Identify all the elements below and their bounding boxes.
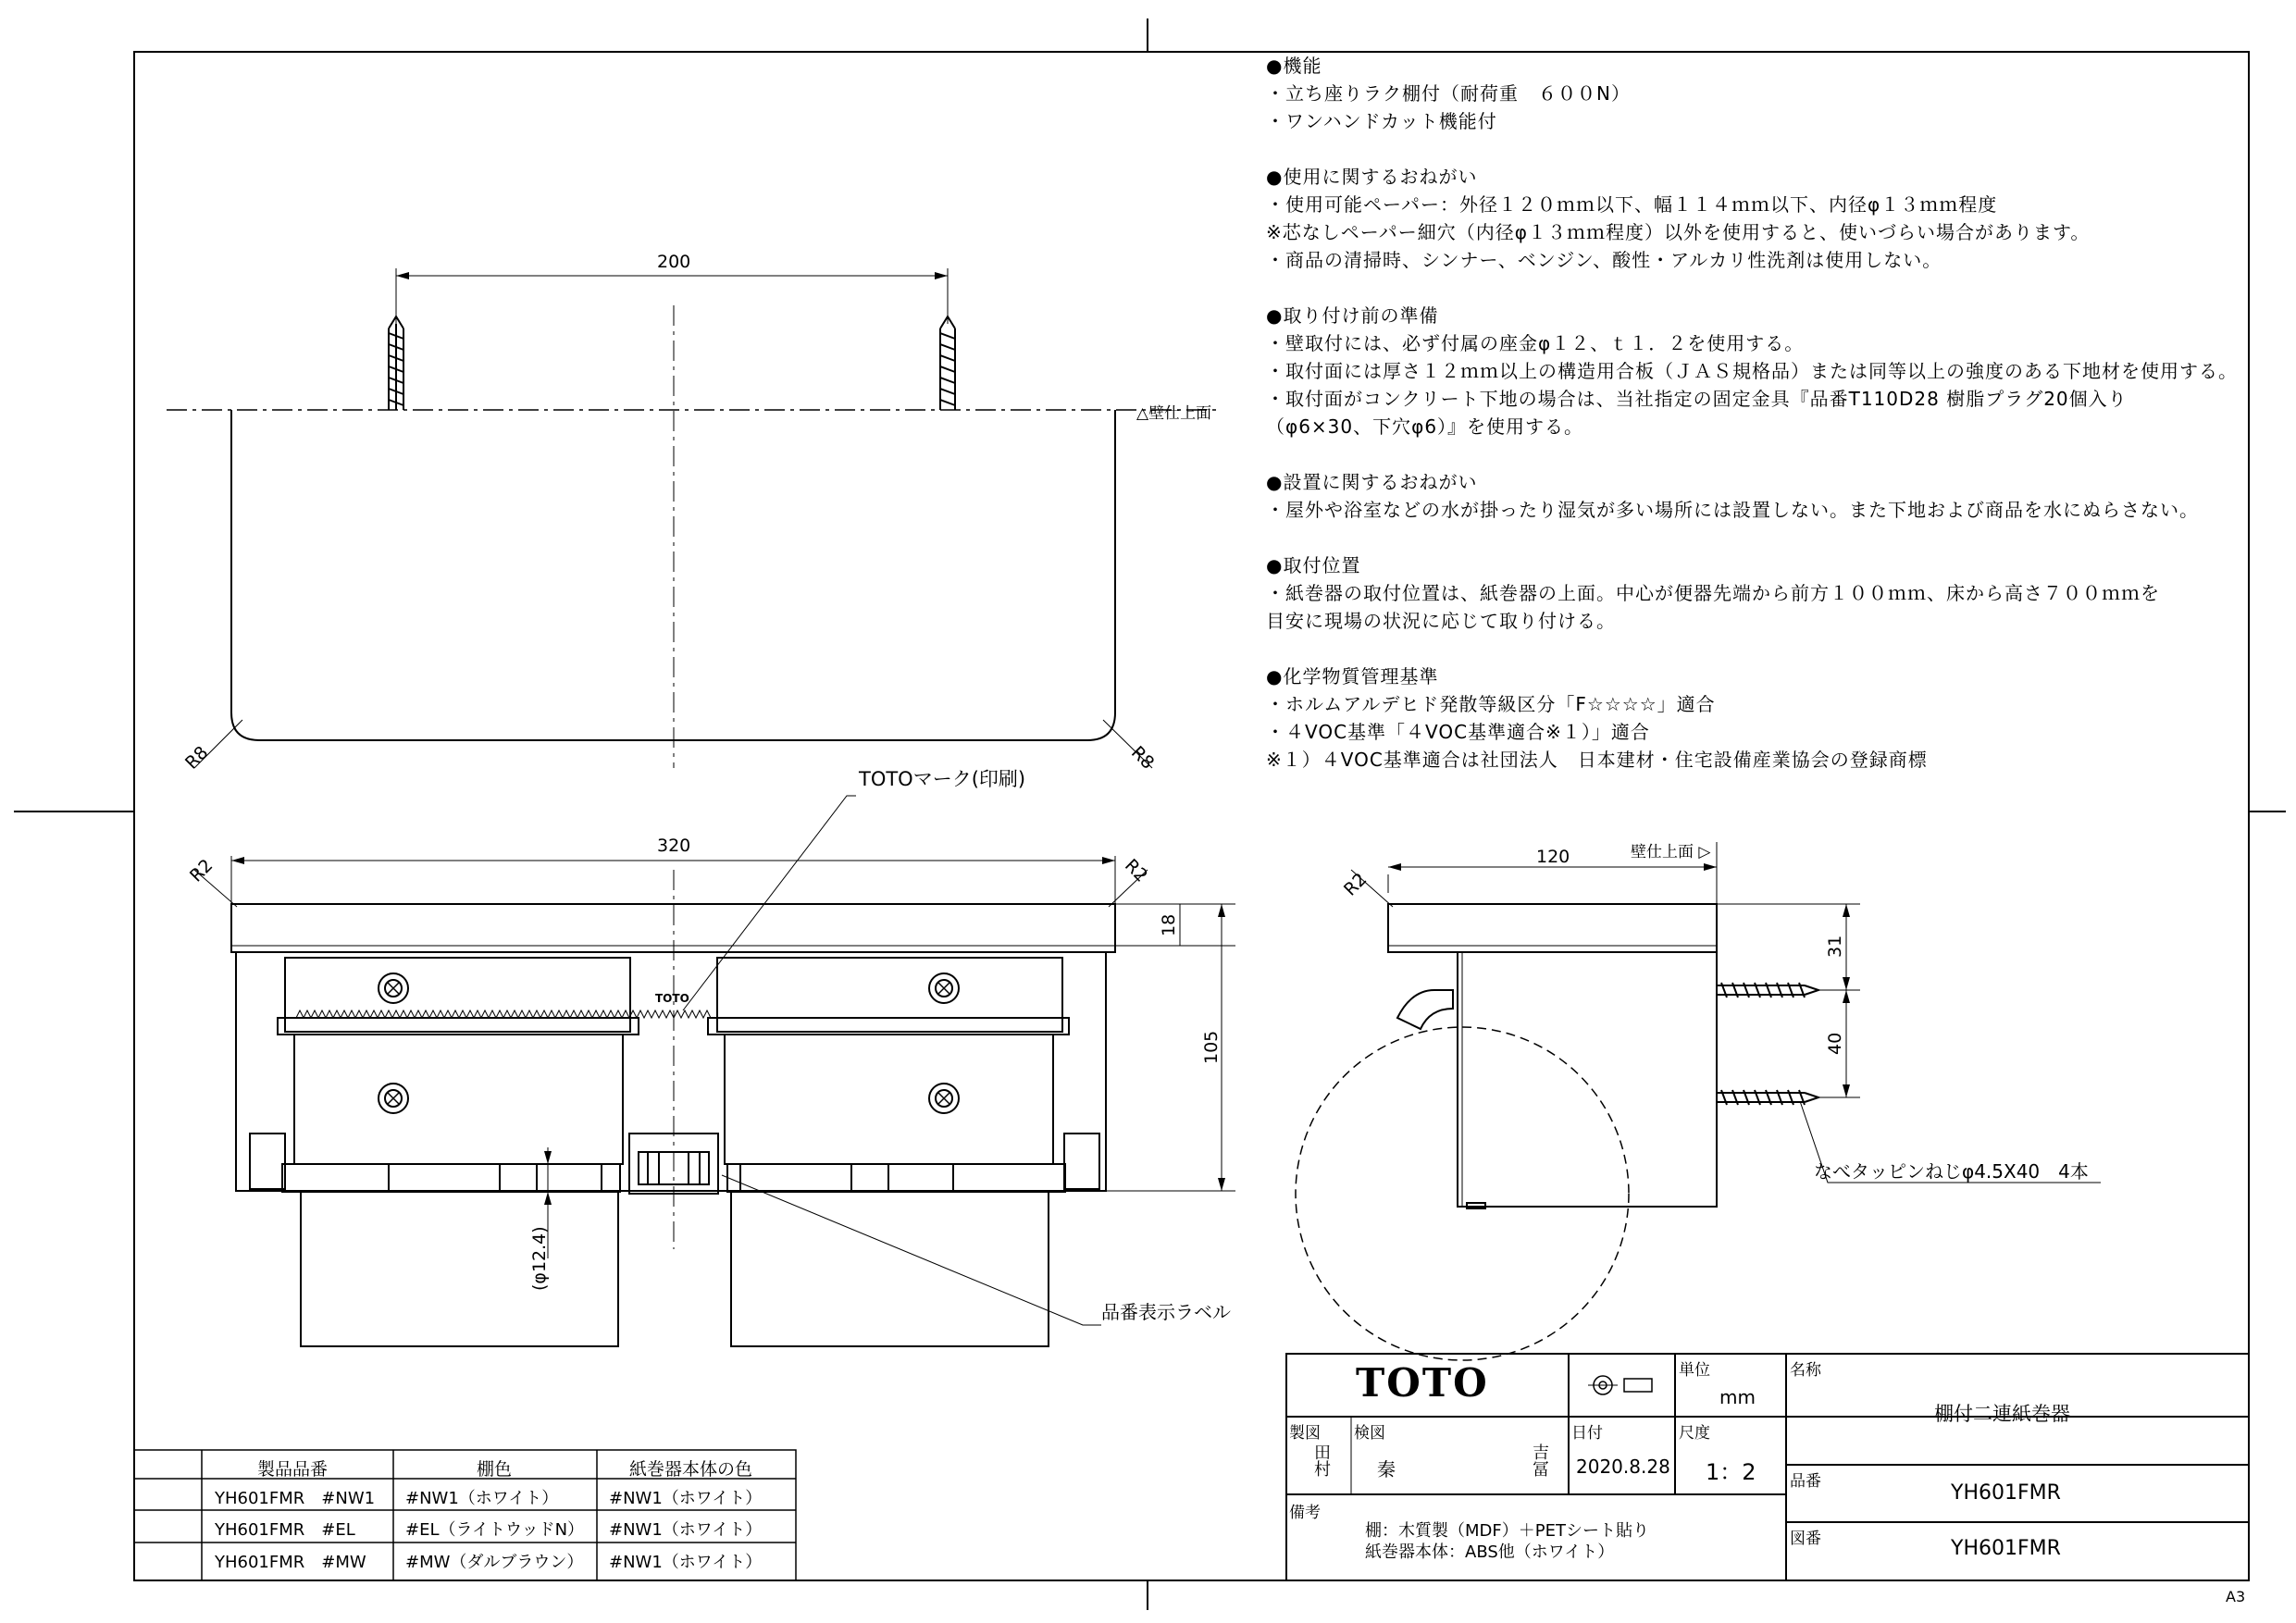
screw-right [940, 316, 955, 410]
note-line: ・ワンハンドカット機能付 [1266, 110, 1497, 132]
front-view [194, 796, 1235, 1346]
table-cell: #NW1（ホワイト） [405, 1489, 559, 1508]
dim-40: 40 [1825, 1032, 1845, 1055]
note-section-function [1266, 52, 2265, 135]
note-section-preparation [1266, 302, 2265, 440]
unit-label: 単位 [1679, 1361, 1710, 1380]
spec-notes [1266, 52, 2265, 774]
dim-31: 31 [1825, 935, 1845, 958]
screw-left [389, 316, 403, 410]
side-view [1296, 842, 2101, 1360]
dim-front-width: 320 [657, 836, 691, 856]
side-screw-top [1717, 983, 1818, 997]
note-line: ・紙巻器の取付位置は、紙巻器の上面。中心が便器先端から前方１００ｍｍ、床から高さ７００ｍｍを [1266, 582, 2160, 604]
scale-label: 尺度 [1679, 1424, 1710, 1443]
sheet-size: A3 [2226, 1588, 2246, 1605]
radius-label-left: R8 [180, 742, 213, 774]
table-cell: #EL（ライトウッドN） [405, 1520, 585, 1540]
screw-callout: なべタッピンねじφ4.5X40 4本 [1814, 1160, 2089, 1183]
drawn-value: 田村 [1311, 1443, 1331, 1477]
note-heading: ●化学物質管理基準 [1266, 665, 1439, 688]
note-heading: ●取付位置 [1266, 554, 1361, 576]
radius-label-right: R8 [1126, 742, 1159, 774]
radius-label-front-left: R2 [185, 855, 217, 886]
note-heading: ●設置に関するおねがい [1266, 471, 1478, 493]
projection-symbol-icon [1588, 1376, 1652, 1394]
product-name: 棚付二連紙巻器 [1934, 1403, 2070, 1425]
side-wall-label: 壁仕上面 ▷ [1631, 843, 1711, 861]
table-cell: YH601FMR #MW [215, 1553, 366, 1572]
remarks-line: 棚：木質製（MDF）＋PETシート貼り [1365, 1521, 1649, 1541]
table-cell: #MW（ダルブラウン） [405, 1553, 584, 1572]
table-header: 製品品番 [257, 1459, 329, 1480]
note-line: ・４VOC基準「４VOC基準適合※１）」適合 [1266, 721, 1650, 743]
note-line: ・ホルムアルデヒド発散等級区分「F☆☆☆☆」適合 [1266, 693, 1716, 715]
radius-label-front-right: R2 [1120, 855, 1152, 886]
table-cell: YH601FMR #NW1 [215, 1489, 376, 1508]
drawn-label: 製図 [1289, 1424, 1321, 1443]
remarks-label: 備考 [1289, 1504, 1321, 1522]
toto-logo: TOTO [1356, 1360, 1489, 1406]
drawing-number: YH601FMR [1951, 1537, 2061, 1560]
note-heading: ●機能 [1266, 55, 1322, 77]
part-number: YH601FMR [1951, 1481, 2061, 1505]
radius-label-side: R2 [1339, 869, 1371, 900]
note-line: ・屋外や浴室などの水が掛ったり湿気が多い場所には設置しない。また下地および商品を水にぬらさない。 [1266, 499, 2199, 521]
wall-surface-label: △壁仕上面 [1136, 404, 1212, 423]
note-heading: ●取り付け前の準備 [1266, 304, 1439, 327]
note-line: ・取付面がコンクリート下地の場合は、当社指定の固定金具『品番T110D28 樹脂プラグ20個入り [1266, 388, 2128, 410]
note-line: （φ6×30、下穴φ6）』を使用する。 [1266, 415, 1584, 438]
side-screw-bottom [1717, 1090, 1818, 1105]
unit-value: mm [1719, 1386, 1756, 1408]
drawing-number-label: 図番 [1790, 1530, 1821, 1548]
checked-label: 検図 [1354, 1424, 1385, 1443]
table-cell: #NW1（ホワイト） [609, 1553, 763, 1572]
table-cell: YH601FMR #EL [215, 1520, 355, 1540]
table-cell: #NW1（ホワイト） [609, 1489, 763, 1508]
product-label-callout: 品番表示ラベル [1101, 1301, 1231, 1323]
checked-value-2: 吉冨 [1530, 1443, 1549, 1477]
name-label: 名称 [1790, 1361, 1821, 1380]
note-line: 目安に現場の状況に応じて取り付ける。 [1266, 610, 1616, 632]
dim-front-height: 105 [1201, 1030, 1222, 1064]
date-value: 2020.8.28 [1576, 1456, 1670, 1478]
note-line: ・取付面には厚さ１２ｍｍ以上の構造用合板（ＪＡＳ規格品）または同等以上の強度のある下地材を使用する。 [1266, 360, 2238, 382]
note-section-installation [1266, 468, 2265, 524]
table-header: 紙巻器本体の色 [629, 1459, 753, 1480]
note-line: ・使用可能ペーパー：外径１２０ｍｍ以下、幅１１４ｍｍ以下、内径φ１３ｍｍ程度 [1266, 193, 1998, 216]
note-section-usage [1266, 163, 2265, 274]
note-line: ・壁取付には、必ず付属の座金φ１２、ｔ１．２を使用する。 [1266, 332, 1805, 354]
top-view [167, 268, 1222, 768]
table-header: 棚色 [477, 1459, 513, 1480]
remarks-line: 紙巻器本体：ABS他（ホワイト） [1365, 1542, 1615, 1562]
dim-top-width: 200 [657, 252, 691, 272]
note-line: ※芯なしペーパー細穴（内径φ１３ｍｍ程度）以外を使用すると、使いづらい場合があります。 [1266, 221, 2091, 243]
note-line: ・立ち座りラク棚付（耐荷重 ６００N） [1266, 82, 1631, 105]
note-line: ・商品の清掃時、シンナー、ベンジン、酸性・アルカリ性洗剤は使用しない。 [1266, 249, 1942, 271]
toto-small-logo: TOTO [655, 992, 689, 1005]
dim-spindle-diameter: (φ12.4) [529, 1226, 550, 1291]
dim-shelf-thickness: 18 [1159, 913, 1179, 936]
note-heading: ●使用に関するおねがい [1266, 166, 1478, 188]
toto-mark-label: TOTOマーク(印刷) [859, 768, 1026, 790]
scale-value: 1：2 [1706, 1459, 1756, 1485]
dim-side-depth: 120 [1536, 847, 1570, 867]
note-section-chemical [1266, 663, 2265, 774]
date-label: 日付 [1571, 1424, 1603, 1443]
note-line: ※１）４VOC基準適合は社団法人 日本建材・住宅設備産業協会の登録商標 [1266, 749, 1928, 771]
note-section-position [1266, 551, 2265, 635]
table-cell: #NW1（ホワイト） [609, 1520, 763, 1540]
part-label: 品番 [1790, 1472, 1821, 1491]
checked-value-1: 秦 [1377, 1458, 1396, 1481]
